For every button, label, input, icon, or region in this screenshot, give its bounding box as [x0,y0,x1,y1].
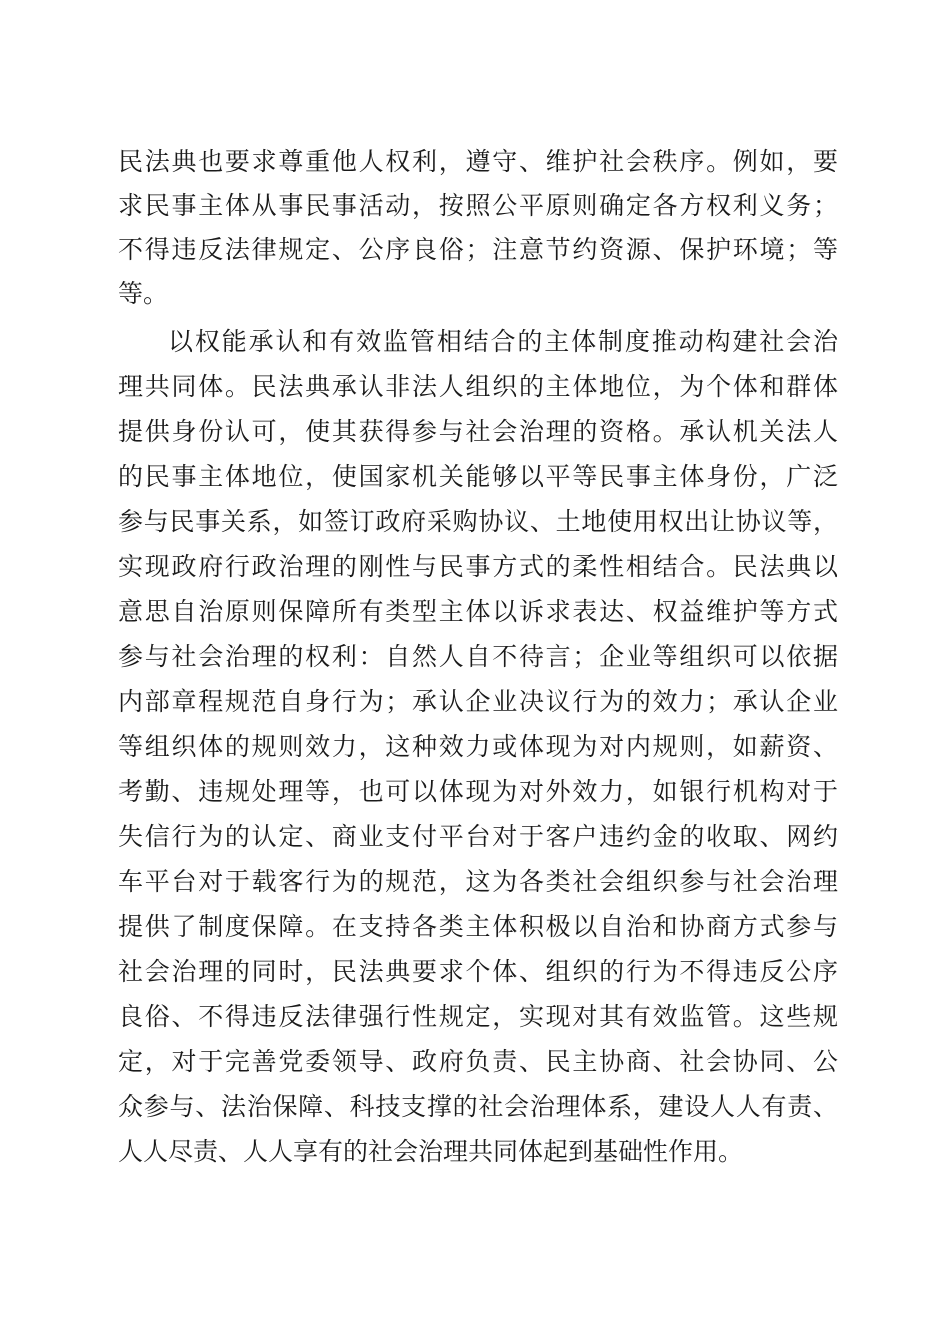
text-line-13: 内部章程规范自身行为；承认企业决议行为的效力；承认企业 [118,687,838,716]
text-line-23: 人人尽责、人人享有的社会治理共同体起到基础性作用。 [118,1137,744,1166]
text-line-12: 参与社会治理的权利：自然人自不待言；企业等组织可以依据 [118,642,838,671]
text-line-3: 不得违反法律规定、公序良俗；注意节约资源、保护环境；等 [118,235,838,264]
text-line-16: 失信行为的认定、商业支付平台对于客户违约金的收取、网约 [118,822,838,851]
text-line-7: 提供身份认可，使其获得参与社会治理的资格。承认机关法人 [118,417,838,446]
text-line-9: 参与民事关系，如签订政府采购协议、土地使用权出让协议等， [118,507,838,536]
text-line-5: 以权能承认和有效监管相结合的主体制度推动构建社会治 [168,327,838,356]
text-line-17: 车平台对于载客行为的规范，这为各类社会组织参与社会治理 [118,867,838,896]
text-line-11: 意思自治原则保障所有类型主体以诉求表达、权益维护等方式 [118,597,838,626]
text-line-2: 求民事主体从事民事活动，按照公平原则确定各方权利义务； [118,191,838,220]
text-line-6: 理共同体。民法典承认非法人组织的主体地位，为个体和群体 [118,372,838,401]
text-line-1: 民法典也要求尊重他人权利，遵守、维护社会秩序。例如，要 [118,147,838,176]
text-line-15: 考勤、违规处理等，也可以体现为对外效力，如银行机构对于 [118,777,838,806]
text-line-14: 等组织体的规则效力，这种效力或体现为对内规则，如薪资、 [118,732,838,761]
text-line-21: 定，对于完善党委领导、政府负责、民主协商、社会协同、公 [118,1047,838,1076]
text-line-4: 等。 [118,279,169,308]
text-line-20: 良俗、不得违反法律强行性规定，实现对其有效监管。这些规 [118,1002,838,1031]
text-line-19: 社会治理的同时，民法典要求个体、组织的行为不得违反公序 [118,957,838,986]
text-line-22: 众参与、法治保障、科技支撑的社会治理体系，建设人人有责、 [118,1092,838,1121]
text-line-18: 提供了制度保障。在支持各类主体积极以自治和协商方式参与 [118,912,838,941]
text-line-10: 实现政府行政治理的刚性与民事方式的柔性相结合。民法典以 [118,552,838,581]
text-line-8: 的民事主体地位，使国家机关能够以平等民事主体身份，广泛 [118,462,838,491]
